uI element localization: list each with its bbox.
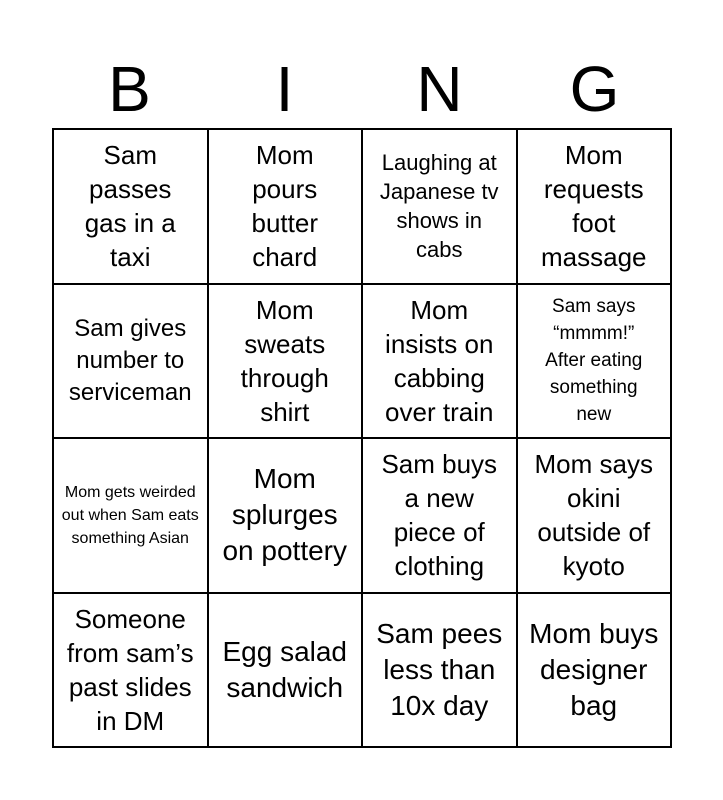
- header-letter-n: N: [416, 53, 463, 125]
- bingo-cell[interactable]: [54, 285, 209, 440]
- bingo-grid: [52, 128, 672, 748]
- bingo-cell[interactable]: [518, 594, 673, 749]
- cell-text: Mom pours butter chard: [251, 140, 318, 273]
- bingo-cell[interactable]: [54, 130, 209, 285]
- bingo-cell[interactable]: [363, 439, 518, 594]
- cell-text: Someone from sam’s past slides in DM: [66, 603, 194, 736]
- bingo-cell[interactable]: [54, 594, 209, 749]
- cell-text: Mom insists on cabbing over train: [385, 294, 494, 427]
- cell-text: Sam pees less than 10x day: [376, 617, 503, 721]
- cell-text: Mom splurges on pottery: [222, 463, 348, 567]
- cell-text: Mom sweats through shirt: [240, 294, 329, 427]
- bingo-cell[interactable]: [518, 285, 673, 440]
- header-letter-i: I: [275, 53, 294, 125]
- cell-text: Mom requests foot massage: [541, 140, 647, 273]
- cell-text: Sam gives number to serviceman: [68, 314, 192, 406]
- cell-text: Mom buys designer bag: [529, 617, 659, 721]
- cell-text: Sam says “mmmm!” After eating something new: [545, 296, 643, 426]
- header-letter-g: G: [569, 53, 620, 125]
- cell-text: Mom gets weirded out when Sam eats something Asian: [61, 483, 199, 547]
- bingo-cell[interactable]: [518, 130, 673, 285]
- bingo-header: [52, 52, 672, 126]
- cell-text: Sam buys a new piece of clothing: [381, 449, 498, 582]
- cell-text: Sam passes gas in a taxi: [84, 140, 176, 273]
- cell-text: Egg salad sandwich: [222, 635, 348, 703]
- bingo-cell[interactable]: [518, 439, 673, 594]
- bingo-cell[interactable]: [209, 594, 364, 749]
- bingo-cell[interactable]: [209, 130, 364, 285]
- bingo-cell[interactable]: [363, 130, 518, 285]
- bingo-cell[interactable]: [363, 285, 518, 440]
- bingo-cell[interactable]: [209, 439, 364, 594]
- bingo-cell[interactable]: [209, 285, 364, 440]
- bingo-cell[interactable]: [363, 594, 518, 749]
- cell-text: Laughing at Japanese tv shows in cabs: [379, 150, 499, 263]
- bingo-cell[interactable]: [54, 439, 209, 594]
- header-letter-b: B: [108, 53, 151, 125]
- cell-text: Mom says okini outside of kyoto: [534, 449, 653, 582]
